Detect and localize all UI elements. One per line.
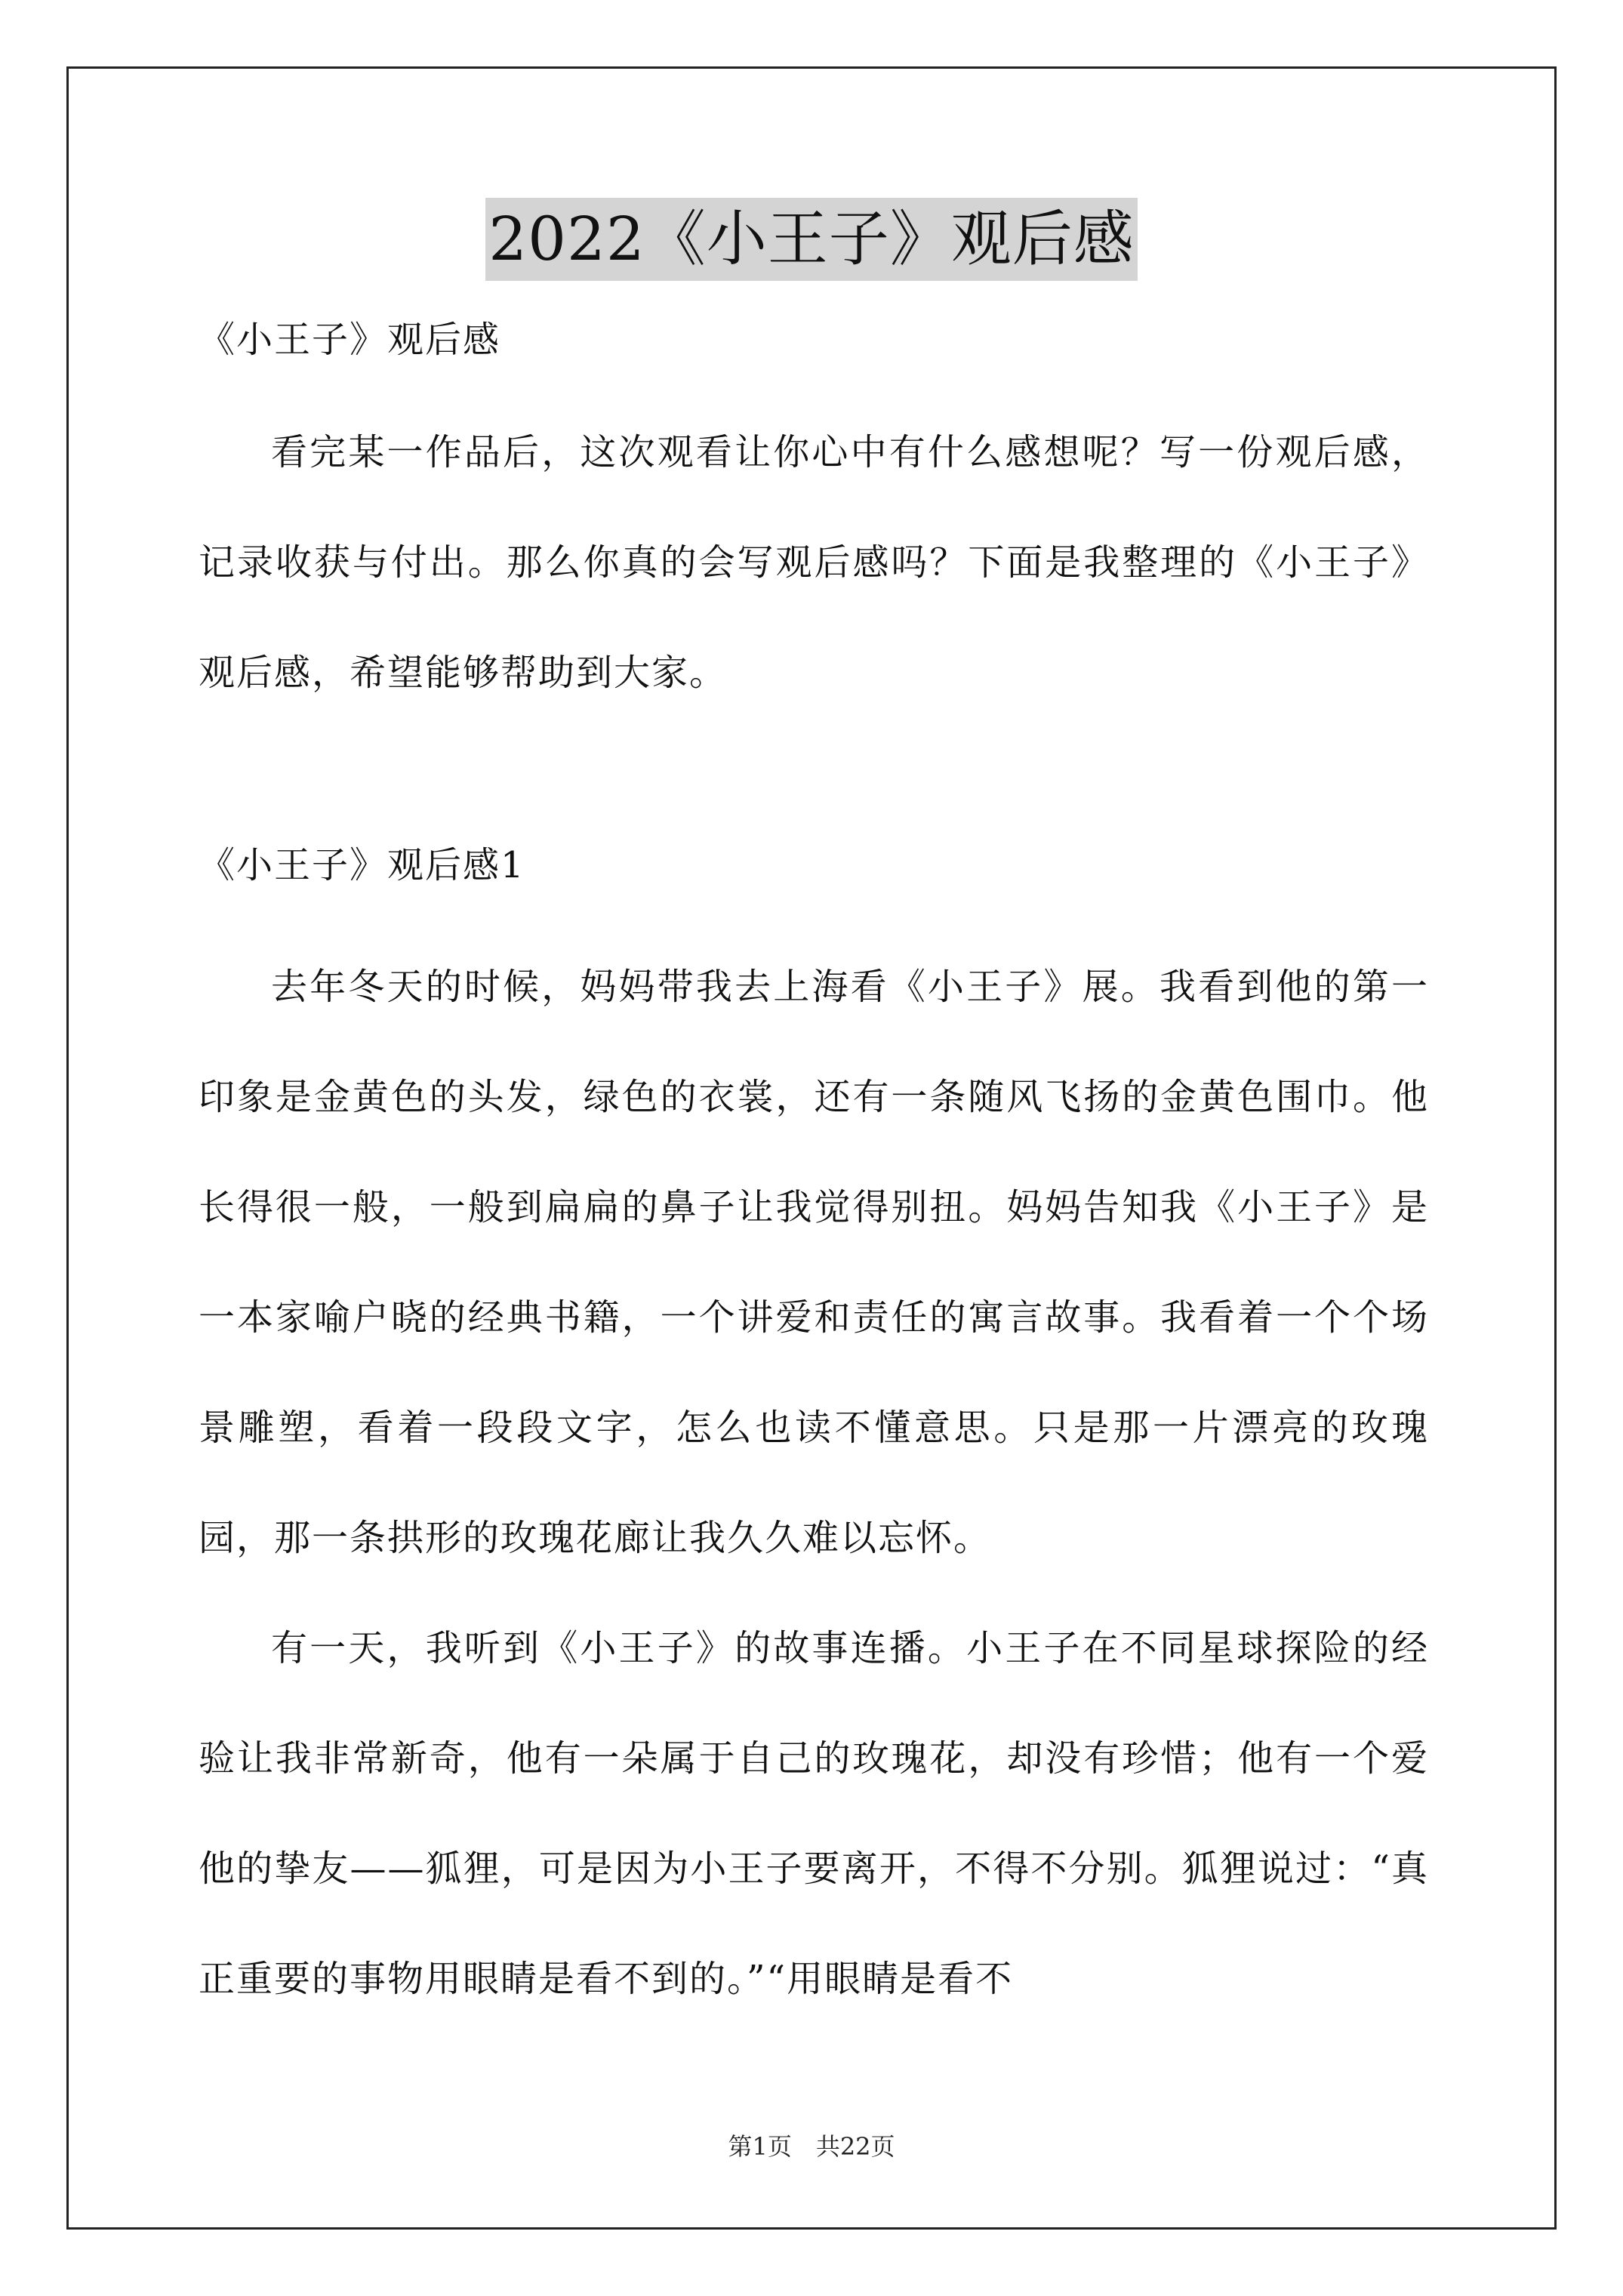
page-footer: 第1页 共22页 <box>728 2132 895 2161</box>
title-wrap <box>0 198 1623 281</box>
paragraph: 看完某一作品后，这次观看让你心中有什么感想呢？写一份观后感，记录收获与付出。那么你真的会写观后感吗？下面是我整理的《小王子》观后感，希望能够帮助到大家。 <box>199 431 1429 694</box>
paragraph: 有一天，我听到《小王子》的故事连播。小王子在不同星球探险的经验让我非常新奇，他有一朵属于自己的玫瑰花，却没有珍惜；他有一个爱他的挚友——狐狸，可是因为小王子要离开，不得不分别。狐狸说过：“真正重要的事物用眼睛是看不到的。”“用眼睛是看不 <box>199 1627 1429 2000</box>
document-body <box>199 302 1429 2034</box>
section-heading: 《小王子》观后感 <box>199 319 501 361</box>
section-heading: 《小王子》观后感1 <box>199 844 525 886</box>
paragraph: 去年冬天的时候，妈妈带我去上海看《小王子》展。我看到他的第一印象是金黄色的头发，绿色的衣裳，还有一条随风飞扬的金黄色围巾。他长得很一般，一般到扁扁的鼻子让我觉得别扭。妈妈告知我《小王子》是一本家喻户晓的经典书籍，一个讲爱和责任的寓言故事。我看着一个个场景雕塑，看着一段段文字，怎么也读不懂意思。只是那一片漂亮的玫瑰园，那一条拱形的玫瑰花廊让我久久难以忘怀。 <box>199 966 1429 1559</box>
document-title: 2022《小王子》观后感 <box>485 198 1138 281</box>
